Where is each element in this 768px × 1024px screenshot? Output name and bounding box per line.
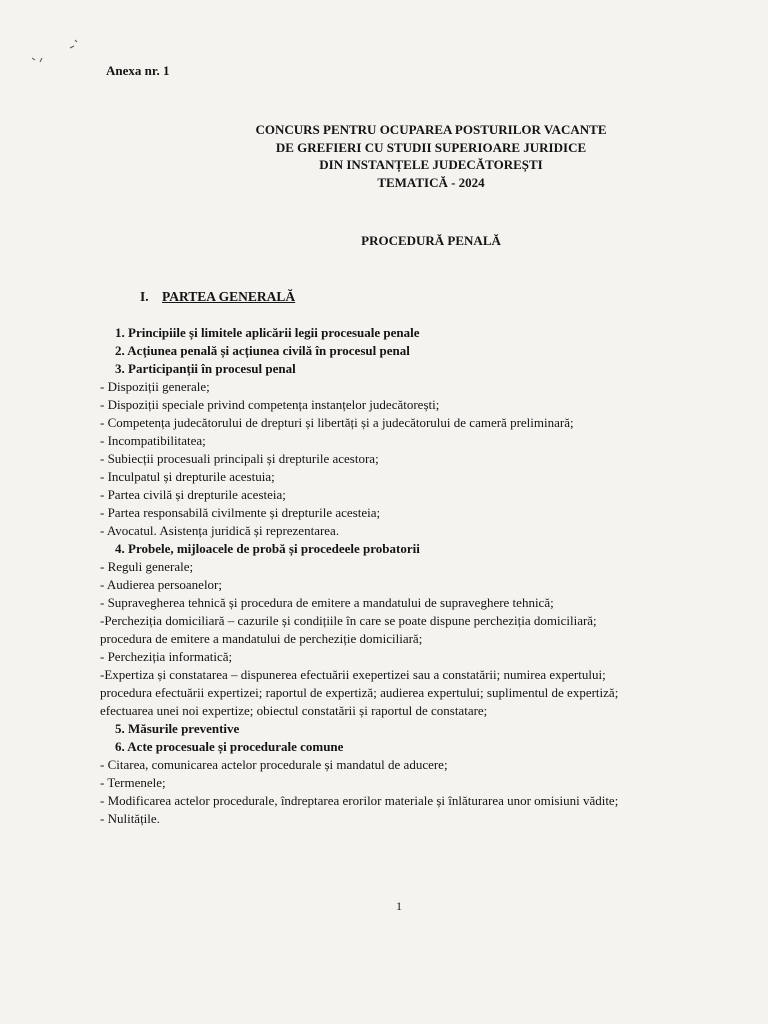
list-item: procedura efectuării expertizei; raportul de expertiză; audierea expertului; suplimentul de expertiză;	[100, 685, 619, 700]
part-heading	[140, 289, 295, 305]
list-item: - Dispoziții generale;	[100, 379, 210, 394]
list-item: - Supravegherea tehnică și procedura de emitere a mandatului de supraveghere tehnică;	[100, 595, 554, 610]
header-line: TEMATICĂ - 2024	[377, 174, 485, 190]
header-line: DIN INSTANȚELE JUDECĂTOREȘTI	[319, 157, 543, 172]
list-item: - Dispoziții speciale privind competența instanțelor judecătorești;	[100, 397, 440, 412]
section-heading: 1. Principiile și limitele aplicării legii procesuale penale	[115, 325, 420, 340]
list-item: - Partea civilă și drepturile acesteia;	[100, 487, 286, 502]
section-heading: 6. Acte procesuale și procedurale comune	[115, 739, 344, 754]
subject-text: PROCEDURĂ PENALĂ	[361, 233, 501, 248]
list-item: - Reguli generale;	[100, 559, 194, 574]
list-item: efectuarea unei noi expertize; obiectul constatării și raportul de constatare;	[100, 703, 488, 718]
page-number-text: 1	[396, 899, 402, 913]
list-item: - Subiecții procesuali principali și drepturile acestora;	[100, 451, 379, 466]
topic-list	[100, 324, 712, 828]
section-heading: 5. Măsurile preventive	[115, 721, 240, 736]
list-item: - Modificarea actelor procedurale, îndreptarea erorilor materiale și înlăturarea unor omisiuni vădite;	[100, 793, 619, 808]
list-item: - Percheziția informatică;	[100, 649, 233, 664]
list-item: procedura de emitere a mandatului de percheziție domiciliară;	[100, 631, 423, 646]
part-number: I.	[140, 289, 149, 304]
list-item: - Avocatul. Asistența juridică și reprezentarea.	[100, 523, 340, 538]
section-heading: 3. Participanții în procesul penal	[115, 361, 296, 376]
document-header	[0, 121, 768, 191]
annex-label: Anexa nr. 1	[106, 63, 170, 78]
scan-marks	[30, 38, 90, 68]
list-item: - Competența judecătorului de drepturi și libertăți și a judecătorului de cameră preliminară;	[100, 415, 574, 430]
header-line: DE GREFIERI CU STUDII SUPERIOARE JURIDICE	[275, 139, 587, 155]
list-item: -Expertiza și constatarea – dispunerea efectuării exepertizei sau a constatării; numirea expertului;	[100, 667, 606, 682]
list-item: - Inculpatul și drepturile acestuia;	[100, 469, 275, 484]
page-number	[0, 899, 768, 914]
part-title: PARTEA GENERALĂ	[162, 289, 296, 304]
section-heading: 4. Probele, mijloacele de probă și procedeele probatorii	[115, 541, 420, 556]
subject-title	[0, 233, 768, 249]
list-item: - Audierea persoanelor;	[100, 577, 223, 592]
list-item: - Termenele;	[100, 775, 166, 790]
list-item: - Partea responsabilă civilmente și drepturile acesteia;	[100, 505, 381, 520]
list-item: - Incompatibilitatea;	[100, 433, 206, 448]
list-item: - Nulitățile.	[100, 811, 160, 826]
header-line: CONCURS PENTRU OCUPAREA POSTURILOR VACANTE	[255, 122, 607, 137]
section-heading: 2. Acțiunea penală și acțiunea civilă în procesul penal	[115, 343, 410, 358]
list-item: -Percheziția domiciliară – cazurile și condițiile în care se poate dispune percheziția domiciliară;	[100, 613, 597, 628]
list-item: - Citarea, comunicarea actelor procedurale și mandatul de aducere;	[100, 757, 448, 772]
